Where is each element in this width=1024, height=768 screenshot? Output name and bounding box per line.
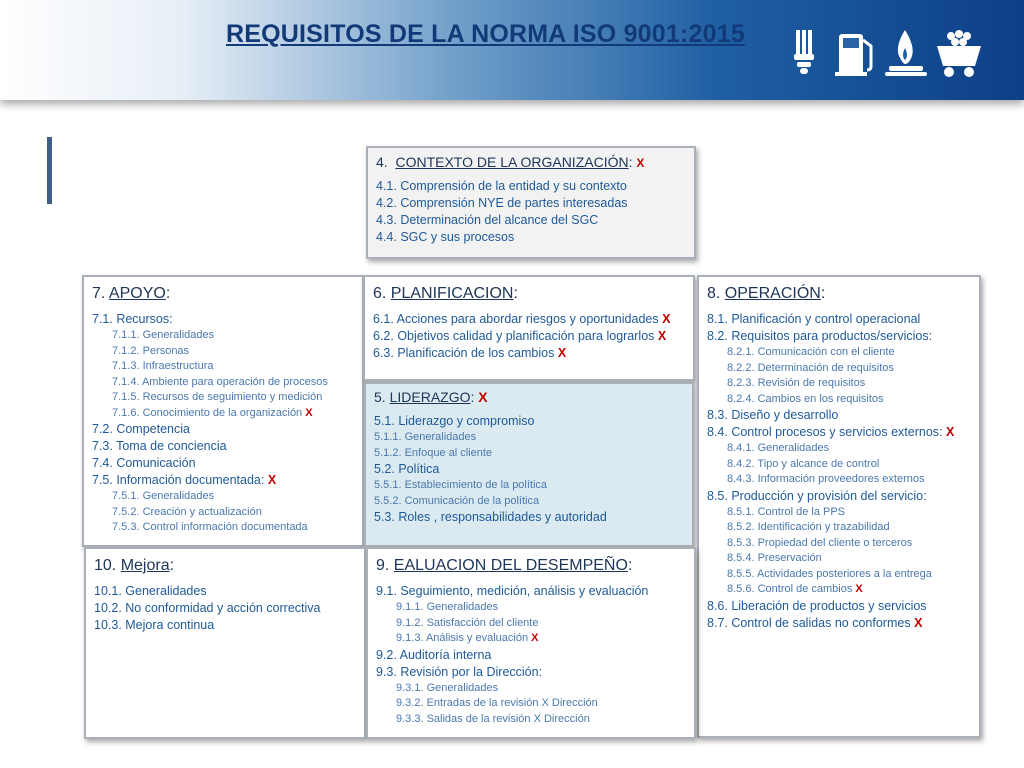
list-item-text: 8.2. Requisitos para productos/servicios: — [707, 329, 933, 343]
section-8-operacion — [697, 275, 981, 738]
list-item — [376, 616, 686, 632]
list-item — [707, 505, 971, 521]
list-item: 4.3. Determinación del alcance del SGC — [376, 213, 599, 227]
list-item — [374, 446, 684, 462]
list-item-text: 9.1.1. Generalidades — [396, 601, 499, 613]
list-item — [94, 583, 356, 600]
list-item — [92, 375, 354, 391]
list-item — [707, 392, 971, 408]
list-item — [707, 520, 971, 536]
section-5-liderazgo — [364, 382, 694, 547]
list-item — [707, 582, 971, 598]
list-item-text: 5.3. Roles , responsabilidades y autoridad — [374, 510, 607, 524]
lightbulb-icon — [794, 30, 814, 74]
list-item — [92, 359, 354, 375]
list-item-text: 8.7. Control de salidas no conformes — [707, 615, 911, 630]
section-title-text: OPERACIÓN — [724, 285, 821, 302]
list-item-text: 9.1.2. Satisfacción del cliente — [396, 616, 539, 629]
section-title — [92, 285, 354, 303]
section-colon: : — [513, 285, 518, 302]
section-colon: : — [169, 557, 175, 574]
list-item-text: 8.2.3. Revisión de requisitos — [727, 377, 866, 389]
section-6-planificacion — [363, 275, 695, 381]
section-title-text: CONTEXTO DE LA ORGANIZACIÓN — [395, 154, 629, 170]
list-item — [373, 328, 685, 345]
list-item-text: 8.5. Producción y provisión del servicio: — [707, 488, 927, 503]
status-mark: X — [636, 156, 645, 170]
section-number: 6. — [373, 285, 387, 302]
list-item-text: 5.5.2. Comunicación de la política — [374, 494, 540, 507]
list-item — [707, 551, 971, 567]
item-list — [92, 311, 354, 536]
list-item-text: 8.5.4. Preservación — [727, 552, 822, 564]
list-item — [92, 505, 354, 521]
list-item-text: 9.2. Auditoría interna — [376, 647, 492, 662]
section-title — [374, 389, 684, 405]
list-item — [374, 413, 684, 430]
list-item-text: 8.4.2. Tipo y alcance de control — [727, 457, 880, 470]
list-item-text: 7.5.3. Control información documentada — [112, 521, 308, 533]
section-title — [376, 154, 686, 170]
list-item — [92, 328, 354, 344]
list-item — [374, 461, 684, 478]
list-item — [707, 361, 971, 377]
section-title-text: Mejora — [120, 557, 170, 574]
list-item-text: 7.5.1. Generalidades — [112, 490, 215, 502]
list-item-text: 8.5.2. Identificación y trazabilidad — [727, 521, 890, 533]
section-10-mejora — [84, 547, 366, 739]
list-item-text: 7.1.3. Infraestructura — [112, 360, 214, 372]
list-item — [707, 407, 971, 424]
list-item — [707, 567, 971, 583]
list-item-text: 7.1.1. Generalidades — [112, 329, 215, 341]
list-item-text: 6.3. Planificación de los cambios — [373, 346, 555, 360]
list-item-text: 7.4. Comunicación — [92, 456, 196, 470]
list-item-text: 9.3.1. Generalidades — [396, 681, 499, 694]
section-colon: : — [627, 557, 633, 574]
list-item — [92, 438, 354, 455]
list-item-text: 8.4.3. Información proveedores externos — [727, 473, 925, 485]
list-item — [707, 376, 971, 392]
list-item-text: 6.2. Objetivos calidad y planificación para lograrlos — [373, 329, 655, 343]
list-item — [92, 421, 354, 438]
section-number: 4. — [376, 154, 388, 170]
list-item — [376, 647, 686, 664]
list-item — [376, 664, 686, 681]
section-4-contexto — [366, 146, 696, 259]
section-title-text: APOYO — [108, 285, 166, 302]
list-item — [92, 520, 354, 536]
list-item — [92, 390, 354, 406]
item-list — [373, 311, 685, 362]
list-item-text: 8.5.6. Control de cambios — [727, 583, 853, 595]
status-mark: X — [855, 583, 863, 595]
status-mark: X — [946, 425, 955, 439]
list-item — [373, 345, 685, 362]
status-mark: X — [478, 389, 488, 405]
list-item-text: 8.2.2. Determinación de requisitos — [727, 361, 894, 374]
list-item — [376, 583, 686, 600]
list-item — [92, 344, 354, 360]
list-item-text: 5.1.2. Enfoque al cliente — [374, 446, 493, 459]
list-item-text: 7.1. Recursos: — [92, 312, 173, 326]
list-item — [92, 455, 354, 472]
list-item — [376, 681, 686, 697]
list-item — [376, 696, 686, 712]
item-list — [707, 311, 971, 632]
section-title — [94, 557, 356, 575]
list-item — [707, 488, 971, 505]
gas-flame-icon — [885, 30, 927, 76]
accent-bar — [47, 137, 52, 204]
list-item — [374, 494, 684, 510]
header-banner — [0, 0, 1024, 100]
list-item — [376, 600, 686, 616]
list-item — [374, 430, 684, 446]
section-title — [376, 557, 686, 575]
item-list — [374, 413, 684, 526]
section-colon: : — [165, 285, 171, 302]
list-item: 4.2. Comprensión NYE de partes interesadas — [376, 196, 628, 210]
list-item — [374, 478, 684, 494]
list-item-text: 9.3.3. Salidas de la revisión X Dirección — [396, 712, 590, 725]
status-mark: X — [557, 346, 567, 360]
list-item-text: 8.6. Liberación de productos y servicios — [707, 598, 927, 613]
status-mark: X — [305, 406, 313, 419]
list-item-text: 8.5.1. Control de la PPS — [727, 505, 846, 518]
energy-icons — [785, 26, 985, 80]
list-item-text: 10.3. Mejora continua — [94, 618, 215, 632]
section-number: 10. — [94, 557, 117, 574]
list-item-text: 5.5.1. Establecimiento de la política — [374, 479, 548, 491]
list-item-text: 5.1.1. Generalidades — [374, 431, 477, 443]
list-item-text: 8.5.5. Actividades posteriores a la entrega — [727, 567, 932, 580]
section-number: 8. — [707, 285, 721, 302]
page-title: REQUISITOS DE LA NORMA ISO 9001:2015 — [226, 20, 745, 48]
list-item-text: 8.2.1. Comunicación con el cliente — [727, 346, 895, 358]
section-title-text: EALUACION DEL DESEMPEÑO — [393, 557, 628, 574]
list-item-text: 9.3.2. Entradas de la revisión X Dirección — [396, 697, 598, 709]
section-7-apoyo — [82, 275, 364, 547]
mine-cart-icon — [937, 30, 981, 77]
list-item-text: 6.1. Acciones para abordar riesgos y oportunidades — [373, 312, 659, 326]
list-item-text: 10.2. No conformidad y acción correctiva — [94, 601, 321, 615]
list-item-text: 5.1. Liderazgo y compromiso — [374, 414, 535, 428]
item-list — [376, 583, 686, 727]
list-item-text: 7.1.6. Conocimiento de la organización — [112, 406, 303, 419]
list-item — [94, 600, 356, 617]
list-item-text: 8.3. Diseño y desarrollo — [707, 408, 839, 422]
section-number: 7. — [92, 285, 106, 302]
list-item — [707, 598, 971, 615]
list-item — [707, 472, 971, 488]
section-title — [373, 285, 685, 303]
section-colon: : — [470, 389, 475, 405]
list-item-text: 7.1.5. Recursos de seguimiento y medición — [112, 391, 323, 403]
item-list — [94, 583, 356, 634]
list-item-text: 8.4. Control procesos y servicios externos: — [707, 425, 943, 439]
list-item — [707, 424, 971, 441]
list-item — [707, 311, 971, 328]
list-item: 4.4. SGC y sus procesos — [376, 230, 515, 244]
status-mark: X — [267, 473, 277, 487]
list-item-text: 8.1. Planificación y control operacional — [707, 312, 921, 326]
fuel-pump-icon — [835, 34, 871, 76]
list-item-text: 10.1. Generalidades — [94, 584, 207, 598]
list-item-text: 7.1.4. Ambiente para operación de procesos — [112, 375, 328, 388]
list-item — [707, 328, 971, 345]
list-item — [707, 441, 971, 457]
section-title-text: LIDERAZGO — [389, 389, 471, 405]
section-number: 5. — [374, 389, 386, 405]
list-item-text: 9.1. Seguimiento, medición, análisis y evaluación — [376, 584, 649, 598]
status-mark: X — [662, 312, 671, 326]
status-mark: X — [657, 329, 667, 343]
list-item — [707, 536, 971, 552]
section-colon: : — [628, 154, 633, 170]
status-mark: X — [531, 632, 539, 644]
list-item — [707, 615, 971, 632]
list-item-text: 9.1.3. Análisis y evaluación — [396, 632, 529, 644]
list-item-text: 8.4.1. Generalidades — [727, 442, 830, 454]
list-item — [92, 406, 354, 422]
list-item: 4.1. Comprensión de la entidad y su contexto — [376, 179, 627, 193]
list-item-text: 5.2. Política — [374, 462, 440, 476]
list-item — [376, 712, 686, 728]
list-item-text: 7.2. Competencia — [92, 422, 190, 436]
list-item-text: 8.5.3. Propiedad del cliente o terceros — [727, 536, 913, 549]
section-number: 9. — [376, 557, 390, 574]
list-item-text: 7.3. Toma de conciencia — [92, 439, 227, 453]
list-item — [92, 472, 354, 489]
section-title-text: PLANIFICACION — [390, 285, 514, 302]
list-item — [374, 509, 684, 526]
section-colon: : — [820, 285, 826, 302]
list-item-text: 7.1.2. Personas — [112, 344, 190, 357]
list-item — [376, 631, 686, 647]
list-item-text: 7.5. Información documentada: — [92, 473, 265, 487]
list-item-text: 7.5.2. Creación y actualización — [112, 505, 262, 518]
status-mark: X — [914, 615, 923, 630]
section-9-evaluacion — [366, 547, 696, 739]
list-item-text: 9.3. Revisión por la Dirección: — [376, 664, 543, 679]
list-item — [94, 617, 356, 634]
list-item-text: 8.2.4. Cambios en los requisitos — [727, 392, 884, 405]
list-item — [707, 345, 971, 361]
list-item — [373, 311, 685, 328]
list-item — [707, 457, 971, 473]
list-item — [92, 311, 354, 328]
list-item — [92, 489, 354, 505]
section-title — [707, 285, 971, 303]
